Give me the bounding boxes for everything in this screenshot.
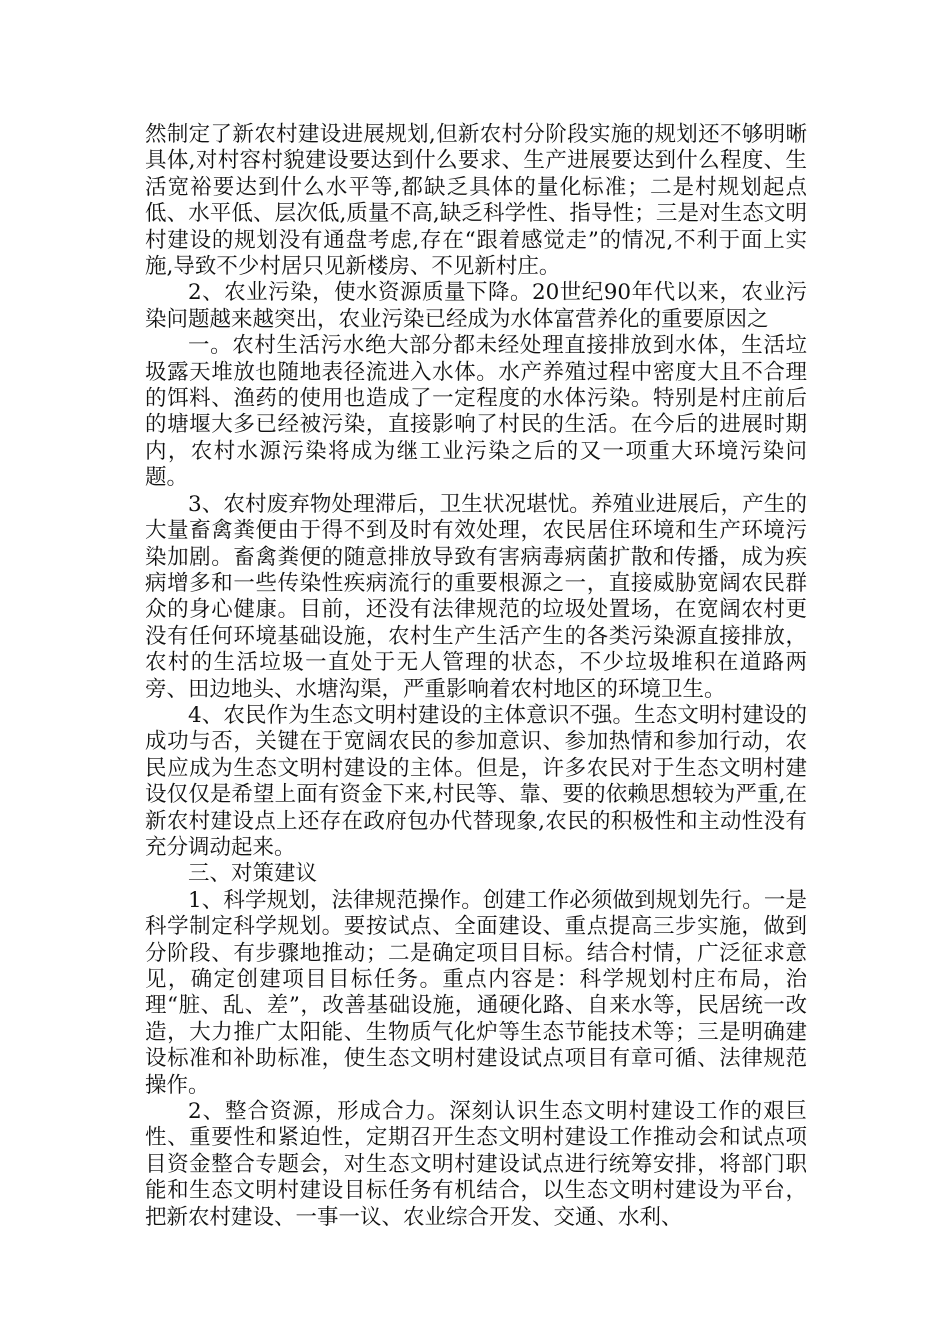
section-heading: 三、对策建议: [188, 861, 318, 887]
paragraph-5: 4、农民作为生态文明村建设的主体意识不强。生态文明村建设的成功与否，关键在于宽阔农民的参加意识、参加热情和参加行动，农民应成为生态文明村建设的主体。但是，许多农民对于生态文明村建设仅仅是希望上面有资金下来,村民等、靠、要的依赖思想较为严重,在新农村建设点上还存在政府包办代替现象,农民的积极性和主动性没有充分调动起来。: [145, 702, 807, 860]
paragraph-8: 2、整合资源，形成合力。深刻认识生态文明村建设工作的艰巨性、重要性和紧迫性，定期召开生态文明村建设工作推动会和试点项目资金整合专题会，对生态文明村建设试点进行统筹安排，将部门职能和生态文明村建设目标任务有机结合，以生态文明村建设为平台，把新农村建设、一事一议、农业综合开发、交通、水利、: [145, 1099, 807, 1230]
document-page: [145, 122, 807, 1231]
paragraph-7: 1、科学规划，法律规范操作。创建工作必须做到规划先行。一是科学制定科学规划。要按试点、全面建设、重点提高三步实施，做到分阶段、有步骤地推动；二是确定项目目标。结合村情，广泛征求意见，确定创建项目目标任务。重点内容是：科学规划村庄布局，治理“脏、乱、差”，改善基础设施，通硬化路、自来水等，民居统一改造，大力推广太阳能、生物质气化炉等生态节能技术等；三是明确建设标准和补助标准，使生态文明村建设试点项目有章可循、法律规范操作。: [145, 887, 807, 1098]
paragraph-2: 2、农业污染，使水资源质量下降。20世纪90年代以来，农业污染问题越来越突出，农业污染已经成为水体富营养化的重要原因之: [145, 280, 807, 332]
paragraph-3: 一。农村生活污水绝大部分都未经处理直接排放到水体，生活垃圾露天堆放也随地表径流进入水体。水产养殖过程中密度大且不合理的饵料、渔药的使用也造成了一定程度的水体污染。特别是村庄前后的塘堰大多已经被污染，直接影响了村民的生活。在今后的进展时期内，农村水源污染将成为继工业污染之后的又一项重大环境污染问题。: [145, 333, 807, 491]
paragraph-1: 然制定了新农村建设进展规划,但新农村分阶段实施的规划还不够明晰具体,对村容村貌建设要达到什么要求、生产进展要达到什么程度、生活宽裕要达到什么水平等,都缺乏具体的量化标准；二是村规划起点低、水平低、层次低,质量不高,缺乏科学性、指导性；三是对生态文明村建设的规划没有通盘考虑,存在“跟着感觉走”的情况,不利于面上实施,导致不少村居只见新楼房、不见新村庄。: [145, 122, 807, 280]
paragraph-4: 3、农村废弃物处理滞后，卫生状况堪忧。养殖业进展后，产生的大量畜禽粪便由于得不到及时有效处理，农民居住环境和生产环境污染加剧。畜禽粪便的随意排放导致有害病毒病菌扩散和传播，成为疾病增多和一些传染性疾病流行的重要根源之一，直接威胁宽阔农民群众的身心健康。目前，还没有法律规范的垃圾处置场，在宽阔农村更没有任何环境基础设施，农村生产生活产生的各类污染源直接排放，农村的生活垃圾一直处于无人管理的状态，不少垃圾堆积在道路两旁、田边地头、水塘沟渠，严重影响着农村地区的环境卫生。: [145, 491, 807, 702]
